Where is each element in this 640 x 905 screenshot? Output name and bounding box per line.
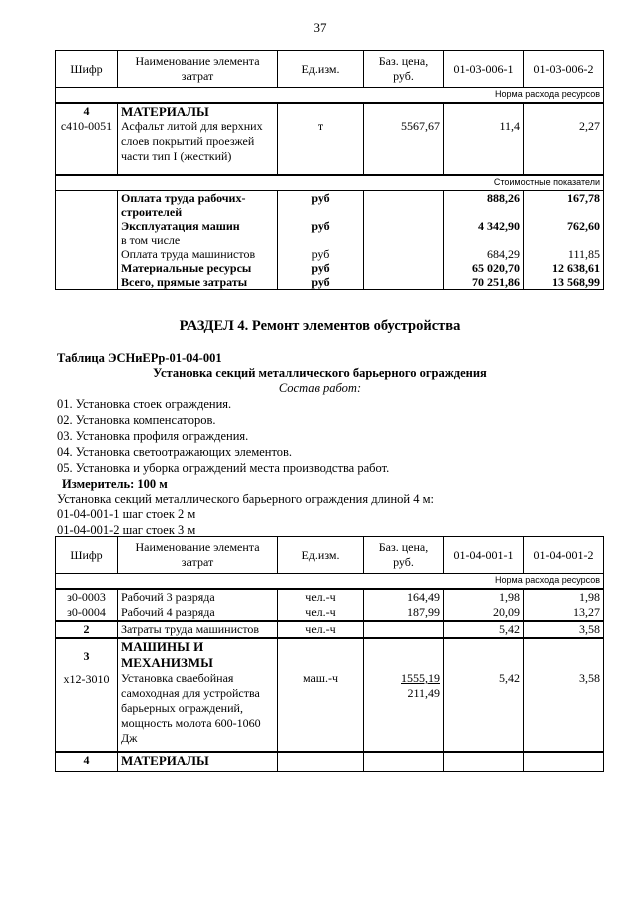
description: Установка секций металлического барьерного ограждения длиной 4 м: bbox=[57, 492, 435, 506]
table-title: Установка секций металлического барьерного ограждения bbox=[153, 366, 487, 380]
header-unit: Ед.изм. bbox=[278, 51, 364, 88]
item-code: с410-0051 bbox=[60, 119, 113, 133]
worker-row: з0-0003 Рабочий 3 разряда чел.-ч 164,49 1,98 1,98 bbox=[56, 589, 604, 605]
table-id: Таблица ЭСНиЕРр-01-04-001 bbox=[57, 351, 222, 365]
materials-row bbox=[56, 103, 604, 175]
works-list bbox=[57, 396, 389, 476]
summary-row: Материальные ресурсы руб 65 020,70 12 638,61 bbox=[56, 261, 604, 275]
variants bbox=[57, 506, 195, 538]
variant-item: 01-04-001-2 шаг стоек 3 м bbox=[57, 523, 196, 537]
item-v2: 2,27 bbox=[579, 119, 600, 133]
materials-number: 4 bbox=[56, 752, 118, 772]
item-v1: 11,4 bbox=[499, 119, 520, 133]
machines-row bbox=[56, 638, 604, 752]
labor-row: 2 Затраты труда машинистов чел.-ч 5,42 3,58 bbox=[56, 621, 604, 638]
page-number: 37 bbox=[313, 20, 327, 35]
resource-table-1 bbox=[55, 50, 604, 290]
summary-row: Всего, прямые затраты руб 70 251,86 13 568,99 bbox=[56, 275, 604, 290]
machine-code: х12-3010 bbox=[63, 672, 110, 686]
meter: Измеритель: 100 м bbox=[62, 477, 168, 491]
header-name: Наименование элемента затрат bbox=[118, 51, 278, 88]
machine-v1: 5,42 bbox=[499, 671, 520, 685]
summary-row: Оплата труда машинистов руб 684,29 111,85 bbox=[56, 247, 604, 261]
item-name-line: части тип I (жесткий) bbox=[121, 149, 232, 163]
header-v1: 01-04-001-1 bbox=[444, 537, 524, 574]
item-name-line: слоев покрытий проезжей bbox=[121, 134, 255, 148]
composition-title: Состав работ: bbox=[278, 381, 362, 395]
group-number: 4 bbox=[83, 104, 90, 118]
header-name: Наименование элемента затрат bbox=[118, 537, 278, 574]
header-v2: 01-04-001-2 bbox=[524, 537, 604, 574]
work-item: 02. Установка компенсаторов. bbox=[57, 413, 216, 427]
norm-label: Норма расхода ресурсов bbox=[56, 574, 604, 590]
resource-table-2 bbox=[55, 536, 604, 772]
work-item: 04. Установка светоотражающих элементов. bbox=[57, 445, 293, 459]
material-cell-price bbox=[364, 103, 444, 175]
header-v1: 01-03-006-1 bbox=[444, 51, 524, 88]
materials-row bbox=[56, 752, 604, 772]
header-code: Шифр bbox=[56, 51, 118, 88]
table2-header-row bbox=[56, 537, 604, 574]
summary-row: Оплата труда рабочих-строителей руб 888,26 167,78 bbox=[56, 191, 604, 220]
material-cell-unit bbox=[278, 103, 364, 175]
group-title: МАТЕРИАЛЫ bbox=[121, 104, 209, 119]
machine-name-line: самоходная для устройства bbox=[121, 686, 260, 700]
header-price: Баз. цена, руб. bbox=[364, 51, 444, 88]
machines-number: 3 bbox=[83, 649, 90, 663]
table1-header-row bbox=[56, 51, 604, 88]
item-price: 5567,67 bbox=[401, 119, 440, 133]
machine-name-line: мощность молота 600-1060 bbox=[121, 716, 261, 730]
item-name-line: Асфальт литой для верхних bbox=[121, 119, 263, 133]
material-cell-name bbox=[118, 103, 278, 175]
summary-row: Эксплуатация машин руб 4 342,90 762,60 bbox=[56, 219, 604, 233]
machines-title: МАШИНЫ И bbox=[121, 639, 204, 654]
item-unit: т bbox=[317, 119, 324, 133]
worker-row: з0-0004 Рабочий 4 разряда чел.-ч 187,99 20,09 13,27 bbox=[56, 605, 604, 621]
machines-title: МЕХАНИЗМЫ bbox=[121, 655, 213, 670]
header-price: Баз. цена, руб. bbox=[364, 537, 444, 574]
machine-v2: 3,58 bbox=[579, 671, 600, 685]
machine-name-line: барьерных ограждений, bbox=[121, 701, 243, 715]
work-item: 03. Установка профиля ограждения. bbox=[57, 429, 249, 443]
summary-row: в том числе bbox=[56, 233, 604, 247]
header-v2: 01-03-006-2 bbox=[524, 51, 604, 88]
machine-name-line: Установка сваебойная bbox=[121, 671, 234, 685]
machine-price-top: 1555,19 bbox=[401, 671, 440, 685]
materials-title: МАТЕРИАЛЫ bbox=[118, 752, 278, 772]
material-cell-v2 bbox=[524, 103, 604, 175]
work-item: 05. Установка и уборка ограждений места производства работ. bbox=[57, 461, 390, 475]
norm-label: Норма расхода ресурсов bbox=[56, 88, 604, 104]
material-cell-code bbox=[56, 103, 118, 175]
machine-unit: маш.-ч bbox=[302, 671, 339, 685]
material-cell-v1 bbox=[444, 103, 524, 175]
header-unit: Ед.изм. bbox=[278, 537, 364, 574]
cost-label: Стоимостные показатели bbox=[56, 175, 604, 191]
section-title: РАЗДЕЛ 4. Ремонт элементов обустройства bbox=[179, 318, 461, 334]
header-code: Шифр bbox=[56, 537, 118, 574]
machine-name-line: Дж bbox=[121, 731, 138, 745]
variant-item: 01-04-001-1 шаг стоек 2 м bbox=[57, 507, 196, 521]
machine-price-bottom: 211,49 bbox=[407, 686, 440, 700]
work-item: 01. Установка стоек ограждения. bbox=[57, 397, 232, 411]
